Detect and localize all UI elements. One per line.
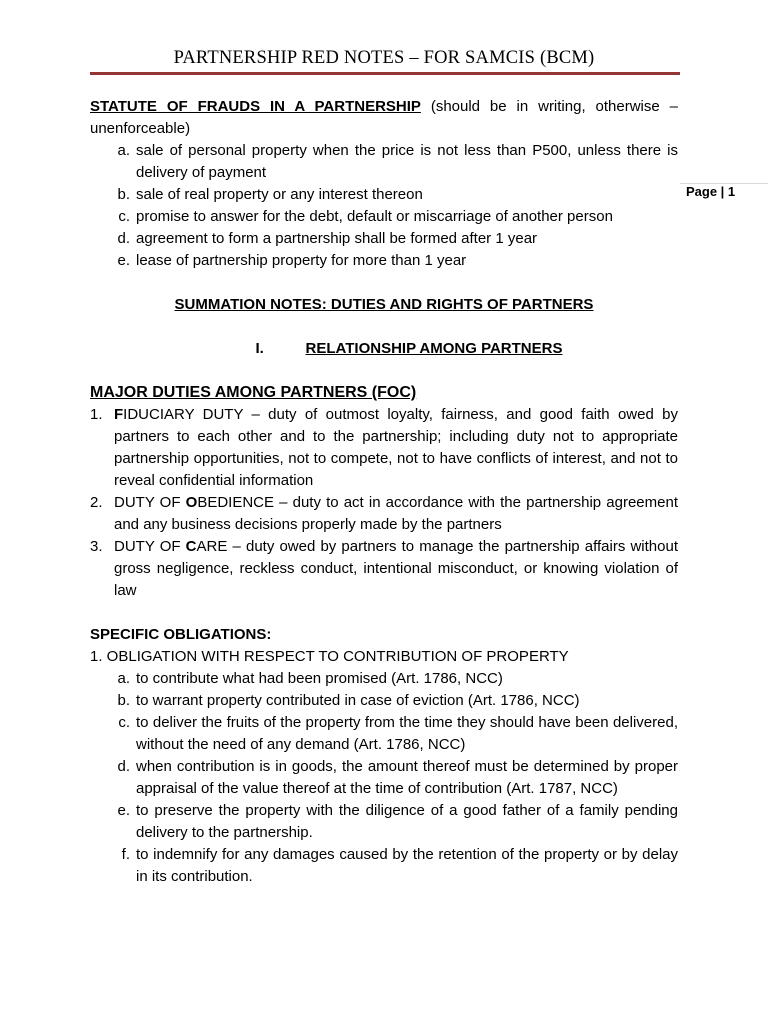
- duty-initial: C: [185, 538, 197, 555]
- section-title: RELATIONSHIP AMONG PARTNERS: [305, 340, 563, 357]
- duty-rest: BEDIENCE – duty to act in accordance with the partnership agreement and any business decisions properly made by the partners: [114, 494, 678, 533]
- specific-obligations-title: SPECIFIC OBLIGATIONS:: [90, 626, 272, 643]
- duty-rest: IDUCIARY DUTY – duty of outmost loyalty, fairness, and good faith owed by partners to each other and to the partnership; including duty not to appropriate partnership opportunities, not to compete, not to have conflicts of interest, and not to reveal confidential information: [114, 406, 678, 489]
- list-item-text: when contribution is in goods, the amount thereof must be determined by proper appraisal of the value thereof at the time of contribution (Art. 1787, NCC): [136, 758, 678, 797]
- list-item: [90, 756, 678, 800]
- list-marker: e.: [117, 252, 130, 269]
- major-duties-title: MAJOR DUTIES AMONG PARTNERS (FOC): [90, 384, 417, 401]
- list-item: [90, 690, 678, 712]
- statute-list: [90, 140, 678, 272]
- duty-initial: F: [114, 406, 124, 423]
- specific-obligations-list: [90, 668, 678, 888]
- list-item-text: [114, 536, 678, 602]
- list-item: [90, 250, 678, 272]
- list-item-text: to deliver the fruits of the property from the time they should have been delivered, without the need of any demand (Art. 1786, NCC): [136, 714, 678, 753]
- list-item: [90, 228, 678, 250]
- list-item-text: to warrant property contributed in case of eviction (Art. 1786, NCC): [136, 692, 580, 709]
- list-marker: e.: [117, 802, 130, 819]
- list-marker: 1.: [90, 406, 103, 423]
- list-item: [90, 668, 678, 690]
- list-item: [90, 184, 678, 206]
- summation-title: SUMMATION NOTES: DUTIES AND RIGHTS OF PARTNERS: [174, 296, 594, 313]
- header-rule: [90, 72, 680, 75]
- list-item: [90, 492, 678, 536]
- list-marker: 2.: [90, 494, 103, 511]
- duty-lead: DUTY OF: [114, 494, 186, 511]
- list-item-text: [114, 492, 678, 536]
- list-item: [90, 206, 678, 228]
- list-marker: d.: [117, 758, 130, 775]
- list-item: [90, 140, 678, 184]
- duty-lead: DUTY OF: [114, 538, 186, 555]
- list-item-text: to contribute what had been promised (Art. 1786, NCC): [136, 670, 503, 687]
- section-heading: [90, 338, 678, 360]
- list-item-text: promise to answer for the debt, default or miscarriage of another person: [136, 208, 613, 225]
- list-marker: f.: [121, 846, 130, 863]
- statute-intro: (should be in writing, otherwise – unenforceable): [90, 98, 678, 137]
- list-item-text: sale of real property or any interest thereon: [136, 186, 423, 203]
- list-item-text: sale of personal property when the price is not less than P500, unless there is delivery of payment: [136, 142, 678, 181]
- statute-title: STATUTE OF FRAUDS IN A PARTNERSHIP: [90, 98, 421, 115]
- section-numeral: I.: [255, 340, 264, 357]
- page-header-title: PARTNERSHIP RED NOTES – FOR SAMCIS (BCM): [173, 48, 595, 68]
- page-number: Page | 1: [686, 184, 736, 199]
- list-item: [90, 712, 678, 756]
- list-marker: c.: [118, 208, 130, 225]
- list-marker: a.: [117, 670, 130, 687]
- statute-paragraph: [90, 96, 678, 140]
- duty-initial: O: [185, 494, 198, 511]
- document-body: [90, 96, 678, 888]
- list-marker: 3.: [90, 538, 103, 555]
- list-item-text: to indemnify for any damages caused by the retention of the property or by delay in its contribution.: [136, 846, 678, 885]
- specific-obligations-subheading: 1. OBLIGATION WITH RESPECT TO CONTRIBUTION OF PROPERTY: [90, 648, 569, 665]
- list-marker: c.: [118, 714, 130, 731]
- duty-rest: ARE – duty owed by partners to manage the partnership affairs without gross negligence, reckless conduct, intentional misconduct, or knowing violation of law: [114, 538, 678, 599]
- list-item: [90, 800, 678, 844]
- list-item: [90, 404, 678, 492]
- list-marker: b.: [117, 186, 130, 203]
- list-item: [90, 844, 678, 888]
- list-marker: d.: [117, 230, 130, 247]
- list-marker: a.: [117, 142, 130, 159]
- list-item-text: [114, 404, 678, 492]
- list-item-text: lease of partnership property for more than 1 year: [136, 252, 467, 269]
- list-item-text: to preserve the property with the diligence of a good father of a family pending delivery to the partnership.: [136, 802, 678, 841]
- list-item: [90, 536, 678, 602]
- major-duties-list: [90, 404, 678, 602]
- list-marker: b.: [117, 692, 130, 709]
- list-item-text: agreement to form a partnership shall be formed after 1 year: [136, 230, 538, 247]
